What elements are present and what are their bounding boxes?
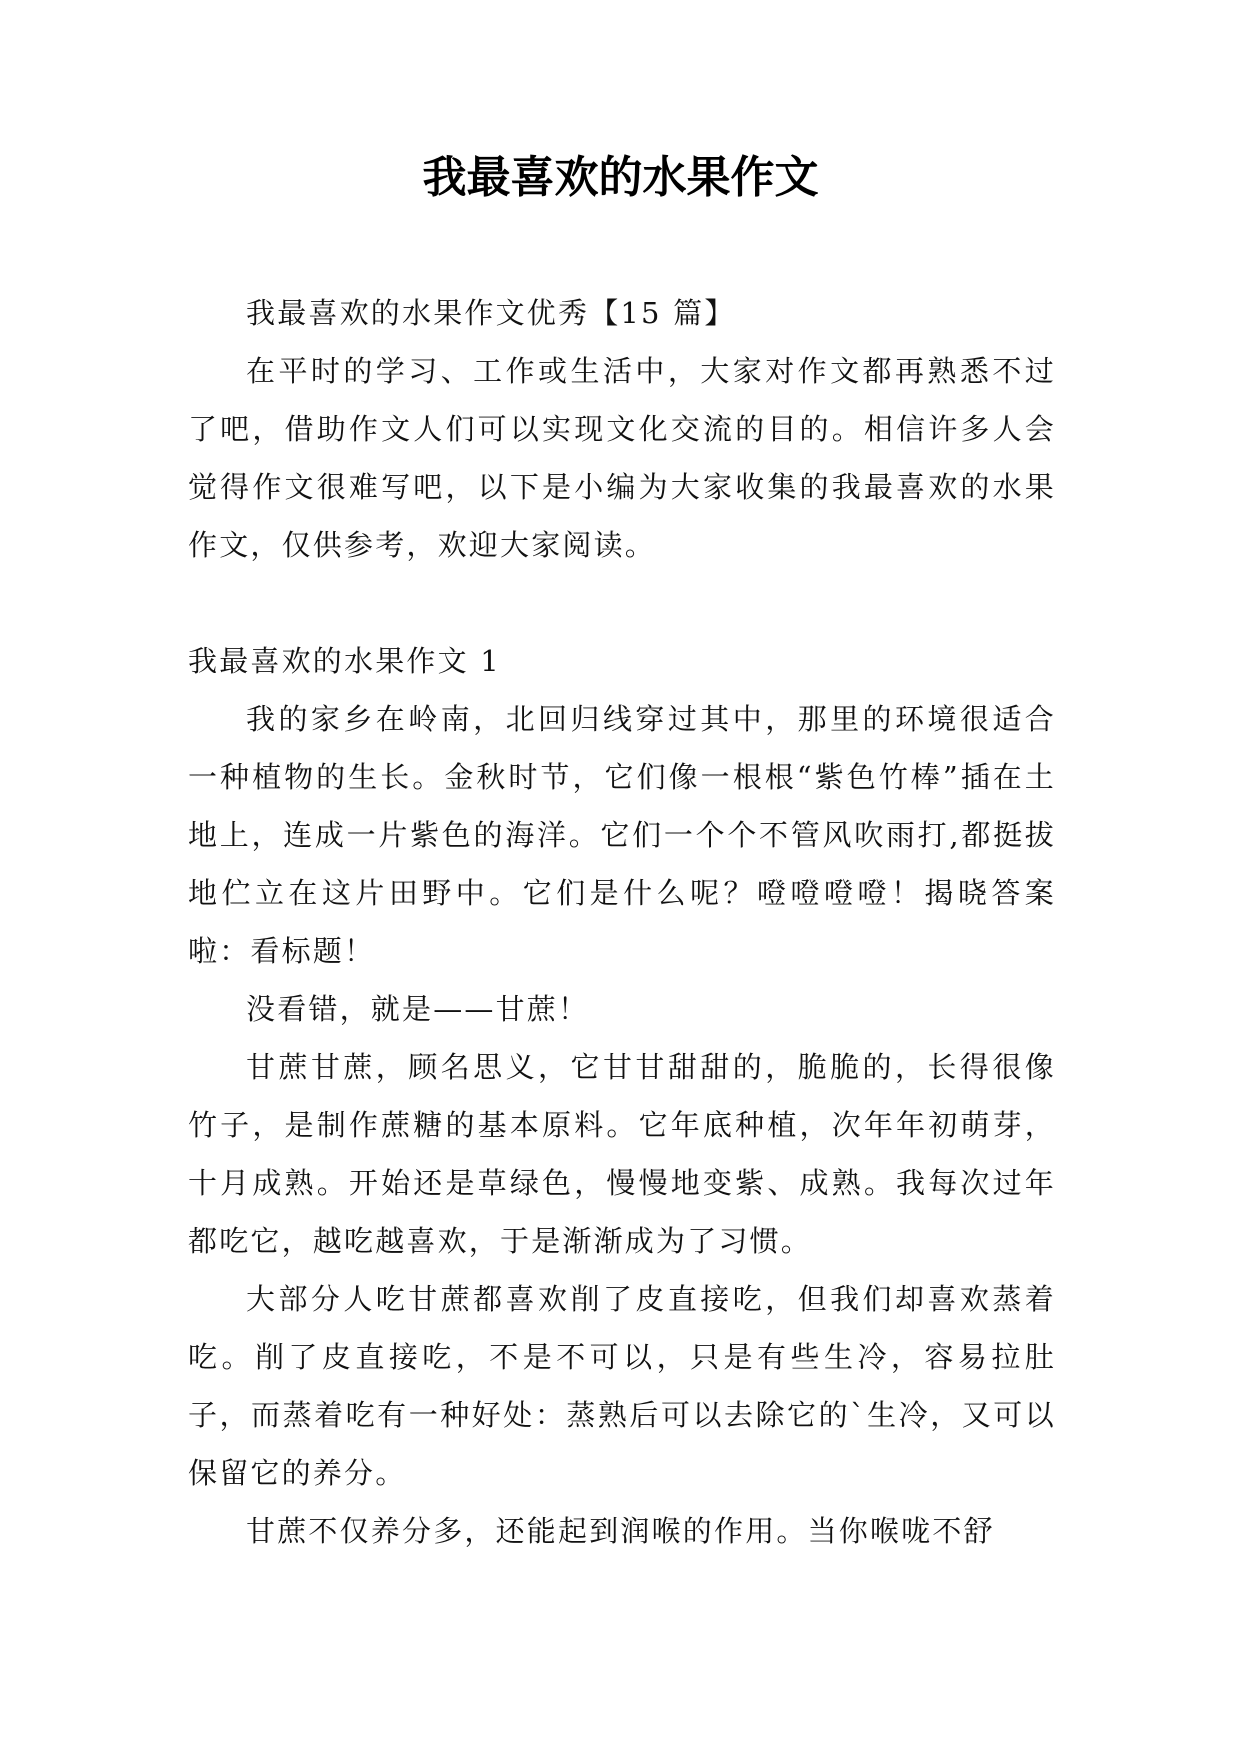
document-body xyxy=(188,284,1056,1560)
body-paragraph-5: 甘蔗不仅养分多，还能起到润喉的作用。当你喉咙不舒 xyxy=(246,1514,995,1548)
intro-paragraph: 在平时的学习、工作或生活中，大家对作文都再熟悉不过了吧，借助作文人们可以实现文化交流的目的。相信许多人会觉得作文很难写吧，以下是小编为大家收集的我最喜欢的水果作文，仅供参考，欢迎大家阅读。 xyxy=(188,354,1056,562)
body-paragraph-2: 没看错，就是——甘蔗！ xyxy=(246,992,590,1026)
body-paragraph-3: 甘蔗甘蔗，顾名思义，它甘甘甜甜的，脆脆的，长得很像竹子，是制作蔗糖的基本原料。它年底种植，次年年初萌芽，十月成熟。开始还是草绿色，慢慢地变紫、成熟。我每次过年都吃它，越吃越喜欢，于是渐渐成为了习惯。 xyxy=(188,1050,1056,1258)
section-heading: 我最喜欢的水果作文 1 xyxy=(188,644,501,678)
document-title: 我最喜欢的水果作文 xyxy=(422,152,819,203)
document-subtitle: 我最喜欢的水果作文优秀【15 篇】 xyxy=(246,296,736,330)
body-paragraph-1: 我的家乡在岭南，北回归线穿过其中，那里的环境很适合一种植物的生长。金秋时节，它们像一根根“紫色竹棒”插在土地上，连成一片紫色的海洋。它们一个个不管风吹雨打,都挺拔地伫立在这片田野中。它们是什么呢？噔噔噔噔！揭晓答案啦：看标题！ xyxy=(188,702,1056,968)
body-paragraph-4: 大部分人吃甘蔗都喜欢削了皮直接吃，但我们却喜欢蒸着吃。削了皮直接吃，不是不可以，只是有些生冷，容易拉肚子，而蒸着吃有一种好处：蒸熟后可以去除它的`生冷，又可以保留它的养分。 xyxy=(188,1282,1056,1490)
